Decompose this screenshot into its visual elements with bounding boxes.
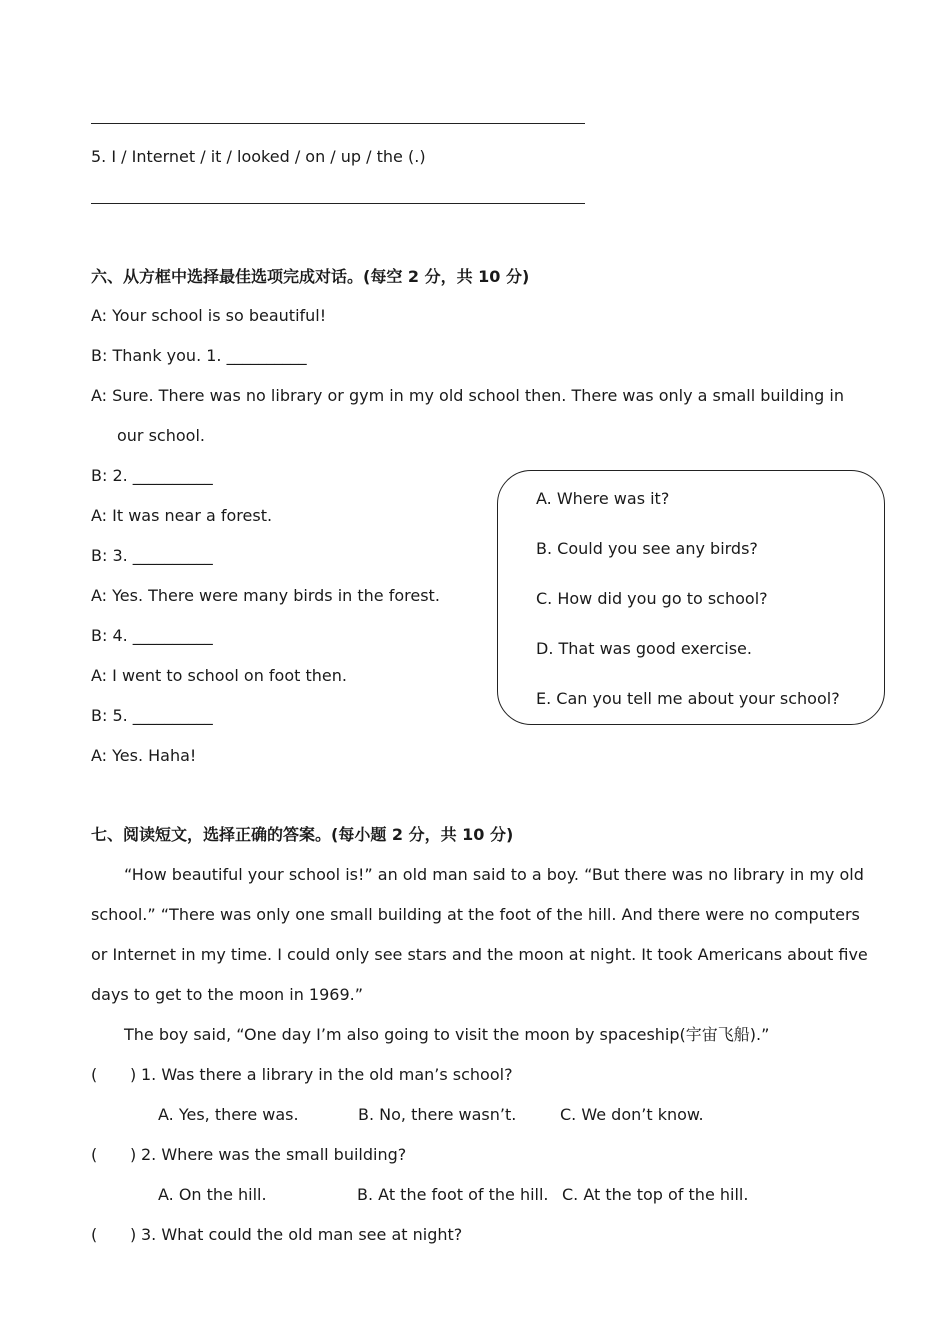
answer-paren-close[interactable]: ) [130, 1065, 137, 1084]
option-d: D. That was good exercise. [536, 639, 752, 658]
option-e: E. Can you tell me about your school? [536, 689, 840, 708]
dialogue-line: A: I went to school on foot then. [91, 666, 347, 685]
options-box [497, 470, 885, 725]
passage-line: or Internet in my time. I could only see stars and the moon at night. It took Americans about five [91, 945, 868, 964]
section-7-heading: 七、阅读短文，选择正确的答案。(每小题 2 分，共 10 分) [91, 825, 514, 844]
passage-line: The boy said, “One day I’m also going to visit the moon by spaceship(宇宙飞船).” [124, 1025, 770, 1044]
dialogue-line: B: Thank you. 1. __________ [91, 346, 307, 365]
dialogue-line: B: 4. __________ [91, 626, 213, 645]
choice: C. We don’t know. [560, 1105, 704, 1124]
section-6-heading: 六、从方框中选择最佳选项完成对话。(每空 2 分，共 10 分) [91, 267, 530, 286]
dialogue-line: our school. [117, 426, 205, 445]
question-text: 3. What could the old man see at night? [141, 1225, 463, 1244]
choice: B. At the foot of the hill. [357, 1185, 549, 1204]
dialogue-line: B: 3. __________ [91, 546, 213, 565]
option-a: A. Where was it? [536, 489, 670, 508]
answer-line-4[interactable] [91, 123, 585, 124]
choice: C. At the top of the hill. [562, 1185, 749, 1204]
option-c: C. How did you go to school? [536, 589, 768, 608]
dialogue-line: A: It was near a forest. [91, 506, 273, 525]
answer-paren-close[interactable]: ) [130, 1145, 137, 1164]
question-5-words: 5. I / Internet / it / looked / on / up / the (.) [91, 147, 426, 166]
dialogue-line: A: Your school is so beautiful! [91, 306, 327, 325]
dialogue-line: A: Sure. There was no library or gym in my old school then. There was only a small building in [91, 386, 844, 405]
dialogue-line: A: Yes. Haha! [91, 746, 197, 765]
passage-line: school.” “There was only one small building at the foot of the hill. And there were no computers [91, 905, 860, 924]
passage-line: days to get to the moon in 1969.” [91, 985, 364, 1004]
dialogue-line: B: 2. __________ [91, 466, 213, 485]
option-b: B. Could you see any birds? [536, 539, 758, 558]
answer-paren-open[interactable]: ( [91, 1065, 98, 1084]
answer-paren-open[interactable]: ( [91, 1145, 98, 1164]
passage-line: “How beautiful your school is!” an old man said to a boy. “But there was no library in my old [124, 865, 864, 884]
choice: B. No, there wasn’t. [358, 1105, 517, 1124]
answer-line-5[interactable] [91, 203, 585, 204]
question-text: 1. Was there a library in the old man’s school? [141, 1065, 513, 1084]
answer-paren-open[interactable]: ( [91, 1225, 98, 1244]
answer-paren-close[interactable]: ) [130, 1225, 137, 1244]
choice: A. Yes, there was. [158, 1105, 299, 1124]
dialogue-line: B: 5. __________ [91, 706, 213, 725]
dialogue-line: A: Yes. There were many birds in the forest. [91, 586, 440, 605]
choice: A. On the hill. [158, 1185, 267, 1204]
question-text: 2. Where was the small building? [141, 1145, 407, 1164]
